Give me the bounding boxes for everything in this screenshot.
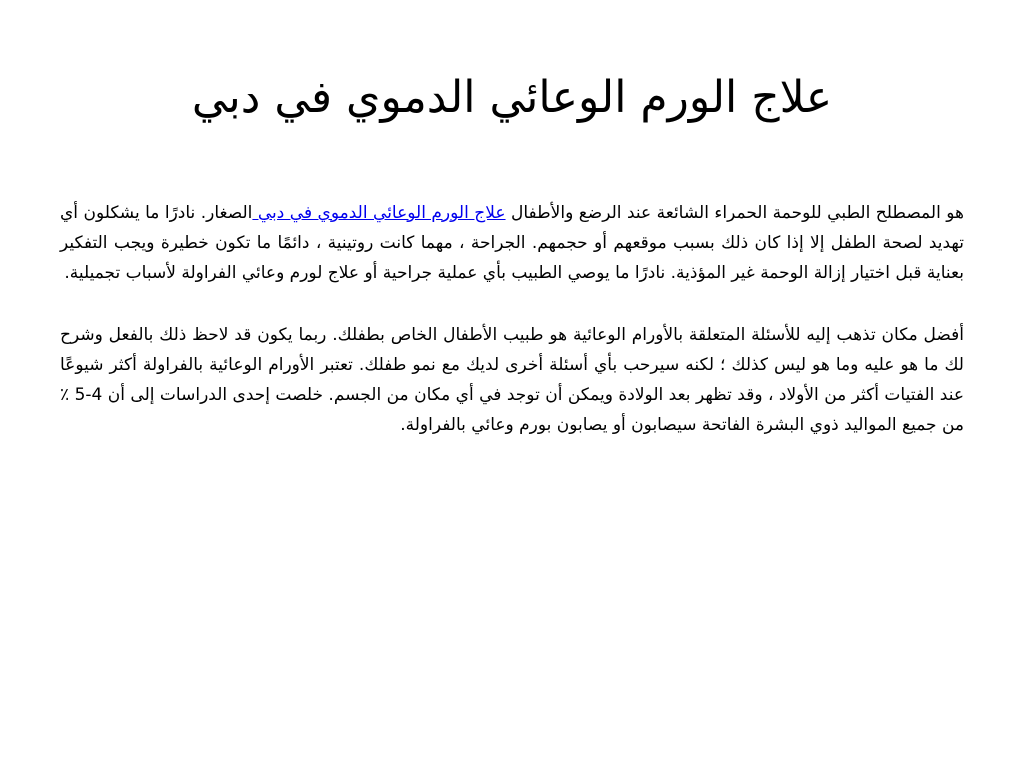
paragraph-1-text-start: هو المصطلح الطبي للوحمة الحمراء الشائعة عند الرضع والأطفال — [505, 203, 964, 223]
paragraph-2: أفضل مكان تذهب إليه للأسئلة المتعلقة بالأورام الوعائية هو طبيب الأطفال الخاص بطفلك. ربما يكون قد لاحظ ذلك بالفعل وشرح لك ما هو عليه وما هو ليس كذلك ؛ لكنه سيرحب بأي أسئلة أخرى لديك مع نمو طفلك. تعتبر الأورام الوعائية بالفراولة أكثر شيوعًا عند الفتيات أكثر من الأولاد ، وقد تظهر بعد الولادة ويمكن أن توجد في أي مكان من الجسم. خلصت إحدى الدراسات إلى أن 4-5 ٪ من جميع المواليد ذوي البشرة الفاتحة سيصابون أو يصابون بورم وعائي بالفراولة. — [60, 325, 964, 435]
paragraph-1 — [60, 198, 964, 288]
hemangioma-treatment-link[interactable]: علاج الورم الوعائي الدموي في دبي — [252, 203, 506, 223]
paragraph-1-text-end: الصغار. نادرًا ما يشكلون أي تهديد لصحة الطفل إلا إذا كان ذلك بسبب موقعهم أو حجمهم. الجراحة ، مهما كانت روتينية ، دائمًا ما تكون خطيرة ويجب التفكير بعناية قبل اختيار إزالة الوحمة غير المؤذية. نادرًا ما يوصي الطبيب بأي عملية جراحية أو علاج لورم وعائي الفراولة لأسباب تجميلية. — [60, 203, 964, 283]
slide-title: علاج الورم الوعائي الدموي في دبي — [191, 72, 833, 123]
slide-body — [60, 198, 964, 472]
